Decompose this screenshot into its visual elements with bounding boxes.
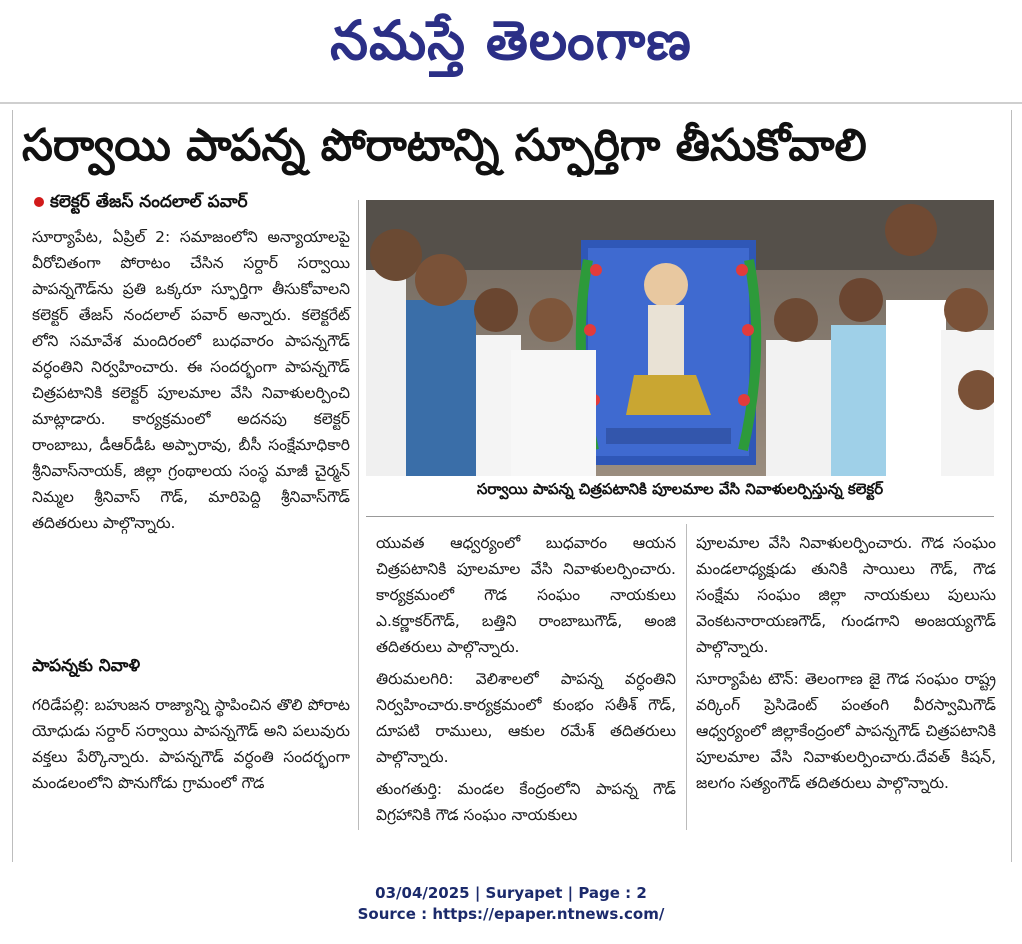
section-subhead: పాపన్నకు నివాళి (32, 656, 141, 676)
byline-text: కలెక్టర్ తేజస్ నందలాల్ పవార్ (50, 192, 248, 212)
paragraph: సూర్యాపేట టౌన్: తెలంగాణ జై గౌడ సంఘం రాష్ట్ర వర్కింగ్ ప్రెసిడెంట్ పంతంగి వీరస్వామిగౌడ్ ఆధ్వర్యంలో జిల్లాకేంద్రంలో పాపన్నగౌడ్ చిత్రపటానికి పూలమాల వేసి నివాళులర్పించారు.దేవత్ కిషన్, జలగం సత్యంగౌడ్ తదితరులు పాల్గొన్నారు. (696, 670, 996, 792)
paragraph: తుంగతుర్తి: మండల కేంద్రంలోని పాపన్న గౌడ్ విగ్రహానికి గౌడ సంఘం నాయకులు (376, 780, 676, 824)
paragraph: సూర్యాపేట, ఏప్రిల్ 2: సమాజంలోని అన్యాయాలపై వీరోచితంగా పోరాటం చేసిన సర్దార్ సర్వాయి పాపన్నగౌడ్‌ను ప్రతి ఒక్కరూ స్ఫూర్తిగా తీసుకోవాలని కలెక్టర్ తేజస్ నందలాల్ పవార్ అన్నారు. కలెక్టరేట్ లోని సమావేశ మందిరంలో బుధవారం పాపన్నగౌడ్ వర్ధంతిని నిర్వహించారు. ఈ సందర్భంగా పాపన్నగౌడ్ చిత్రపటానికి కలెక్టర్ పూలమాల వేసి నివాళులర్పించి మాట్లాడారు. కార్యక్రమంలో అదనపు కలెక్టర్ రాంబాబు, డీఆర్‌డీఓ అప్పారావు, బీసీ సంక్షేమాధికారి శ్రీనివాస్‌నాయక్, జిల్లా గ్రంథాలయ సంస్థ మాజీ చైర్మన్ నిమ్మల శ్రీనివాస్ గౌడ్, మారిపెద్ది శ్రీనివాస్‌గౌడ్ తదితరులు పాల్గొన్నారు. (32, 228, 350, 532)
photo-caption: సర్వాయి పాపన్న చిత్రపటానికి పూలమాల వేసి నివాళులర్పిస్తున్న కలెక్టర్ (476, 480, 884, 498)
footer-source-link[interactable]: Source : https://epaper.ntnews.com/ (357, 905, 665, 923)
paragraph: తిరుమలగిరి: వెలిశాలలో పాపన్న వర్ధంతిని నిర్వహించారు.కార్యక్రమంలో కుంభం సతీశ్ గౌడ్, దూపటి రాములు, ఆకుల రమేశ్ తదితరులు పాల్గొన్నారు. (376, 670, 676, 766)
article-byline (34, 192, 248, 216)
footer-date-edition: 03/04/2025 | Suryapet | Page : 2 (375, 884, 647, 902)
newspaper-logo: నమస్తే తెలంగాణ (330, 8, 692, 72)
article-photo (366, 200, 994, 476)
collector-tribute-photo (366, 200, 994, 476)
article-column-3 (696, 530, 996, 796)
paragraph: గరిడేపల్లి: బహుజన రాజ్యాన్ని స్థాపించిన తొలి పోరాట యోధుడు సర్దార్ సర్వాయి పాపన్నగౌడ్ అని పలువురు వక్తలు పేర్కొన్నారు. పాపన్నగౌడ్ వర్ధంతి సందర్భంగా మండలంలోని పొనుగోడు గ్రామంలో గౌడ (32, 696, 350, 792)
column-divider (686, 524, 687, 830)
article-column-1-continued (32, 692, 350, 796)
caption-divider (366, 516, 994, 517)
masthead (0, 0, 1022, 100)
masthead-divider (0, 102, 1022, 104)
article-column-2 (376, 530, 676, 828)
paragraph: యువత ఆధ్వర్యంలో బుధవారం ఆయన చిత్రపటానికి పూలమాల వేసి నివాళులర్పించారు. కార్యక్రమంలో గౌడ సంఘం నాయకులు ఎ.కర్ణాకర్‌గౌడ్, బత్తిని రాంబాబుగౌడ్, అంజి తదితరులు పాల్గొన్నారు. (376, 534, 676, 656)
article-column-1 (32, 224, 350, 536)
bullet-icon (34, 197, 44, 207)
article-headline: సర్వాయి పాపన్న పోరాటాన్ని స్ఫూర్తిగా తీసుకోవాలి (22, 120, 867, 171)
column-divider (358, 200, 359, 830)
paragraph: పూలమాల వేసి నివాళులర్పించారు. గౌడ సంఘం మండలాధ్యక్షుడు తునికి సాయిలు గౌడ్, గౌడ సంక్షేమ సంఘం జిల్లా నాయకులు పులుసు వెంకటనారాయణగౌడ్, గుండగాని అంజయ్యగౌడ్ పాల్గొన్నారు. (696, 534, 996, 656)
